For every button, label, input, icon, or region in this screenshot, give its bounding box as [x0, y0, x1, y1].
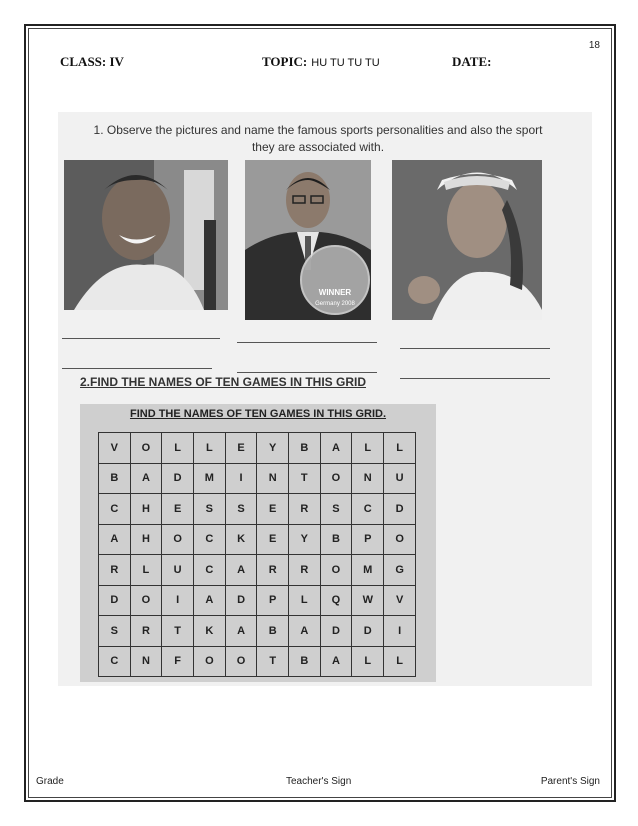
grid-cell: L: [352, 433, 384, 464]
topic-label: TOPIC:: [262, 54, 308, 69]
answer-line-2a: [237, 342, 377, 343]
grid-cell: N: [257, 463, 289, 494]
grid-cell: H: [130, 524, 162, 555]
class-label: CLASS:: [60, 54, 107, 69]
grid-cell: C: [193, 524, 225, 555]
grid-cell: U: [384, 463, 416, 494]
grid-cell: K: [193, 616, 225, 647]
grid-cell: Y: [289, 524, 321, 555]
grid-cell: I: [162, 585, 194, 616]
grid-cell: B: [99, 463, 131, 494]
answer-line-1a: [62, 338, 220, 339]
photo-chess-player: [245, 160, 371, 320]
grid-cell: L: [289, 585, 321, 616]
grid-cell: B: [289, 433, 321, 464]
grid-cell: M: [352, 555, 384, 586]
grid-cell: O: [193, 646, 225, 677]
trophy-caption-location: Germany 2008: [315, 301, 355, 307]
grid-row: [99, 524, 416, 555]
grid-cell: P: [257, 585, 289, 616]
grid-cell: C: [193, 555, 225, 586]
grid-cell: O: [320, 555, 352, 586]
class-value: IV: [109, 54, 124, 69]
trophy-caption-winner: WINNER: [318, 288, 352, 297]
grid-cell: L: [193, 433, 225, 464]
grid-cell: D: [162, 463, 194, 494]
grid-cell: R: [289, 555, 321, 586]
grid-cell: A: [99, 524, 131, 555]
grid-cell: O: [130, 433, 162, 464]
answer-line-1b: [62, 368, 212, 369]
grid-cell: U: [162, 555, 194, 586]
grid-cell: R: [257, 555, 289, 586]
grid-cell: P: [352, 524, 384, 555]
date-heading: DATE:: [452, 54, 492, 69]
page-number: 18: [588, 40, 600, 51]
grid-cell: O: [384, 524, 416, 555]
grid-row: [99, 585, 416, 616]
grid-cell: B: [289, 646, 321, 677]
grid-row: [99, 463, 416, 494]
grid-cell: E: [225, 433, 257, 464]
grid-cell: S: [320, 494, 352, 525]
grid-cell: A: [320, 646, 352, 677]
photo-tennis-player: [392, 160, 542, 320]
answer-line-3b: [400, 378, 550, 379]
grid-cell: C: [99, 646, 131, 677]
grid-cell: C: [352, 494, 384, 525]
grid-row: [99, 494, 416, 525]
grid-row: [99, 616, 416, 647]
grid-cell: D: [99, 585, 131, 616]
grid-row: [99, 646, 416, 677]
word-search-panel: [80, 404, 436, 682]
grid-cell: Q: [320, 585, 352, 616]
grid-cell: N: [130, 646, 162, 677]
grid-cell: E: [257, 494, 289, 525]
question-1: 1. Observe the pictures and name the famous sports personalities and also the sport they are associated with.: [93, 123, 543, 154]
grid-cell: I: [225, 463, 257, 494]
footer-grade: Grade: [36, 776, 64, 787]
answer-line-2b: [237, 372, 377, 373]
topic-value: HU TU TU TU: [311, 57, 380, 69]
grid-row: [99, 555, 416, 586]
answer-line-3a: [400, 348, 550, 349]
grid-cell: N: [352, 463, 384, 494]
grid-cell: G: [384, 555, 416, 586]
class-heading: [60, 54, 124, 70]
grid-cell: D: [384, 494, 416, 525]
grid-cell: A: [225, 616, 257, 647]
grid-cell: O: [225, 646, 257, 677]
word-search-title: FIND THE NAMES OF TEN GAMES IN THIS GRID.: [129, 408, 387, 420]
grid-cell: L: [162, 433, 194, 464]
grid-cell: L: [352, 646, 384, 677]
grid-cell: V: [99, 433, 131, 464]
grid-cell: L: [384, 433, 416, 464]
grid-cell: T: [289, 463, 321, 494]
grid-cell: R: [99, 555, 131, 586]
grid-cell: D: [320, 616, 352, 647]
grid-cell: H: [130, 494, 162, 525]
grid-cell: D: [225, 585, 257, 616]
grid-cell: C: [99, 494, 131, 525]
grid-cell: F: [162, 646, 194, 677]
grid-cell: M: [193, 463, 225, 494]
grid-cell: W: [352, 585, 384, 616]
grid-cell: S: [193, 494, 225, 525]
grid-cell: R: [130, 616, 162, 647]
grid-cell: A: [193, 585, 225, 616]
grid-cell: O: [162, 524, 194, 555]
grid-cell: D: [352, 616, 384, 647]
grid-cell: S: [99, 616, 131, 647]
grid-cell: K: [225, 524, 257, 555]
question-2: 2.FIND THE NAMES OF TEN GAMES IN THIS GRID: [80, 375, 367, 389]
grid-cell: E: [257, 524, 289, 555]
footer-teacher-sign: Teacher's Sign: [286, 776, 352, 787]
grid-cell: A: [225, 555, 257, 586]
grid-cell: A: [320, 433, 352, 464]
grid-cell: A: [289, 616, 321, 647]
word-search-grid: [98, 432, 416, 677]
grid-cell: L: [384, 646, 416, 677]
grid-cell: E: [162, 494, 194, 525]
grid-cell: B: [257, 616, 289, 647]
grid-cell: T: [162, 616, 194, 647]
grid-cell: S: [225, 494, 257, 525]
grid-row: [99, 433, 416, 464]
grid-cell: L: [130, 555, 162, 586]
photo-cricketer-image: [64, 160, 228, 310]
grid-cell: V: [384, 585, 416, 616]
grid-cell: A: [130, 463, 162, 494]
grid-cell: I: [384, 616, 416, 647]
topic-heading: [262, 54, 380, 70]
photo-tennis-player-image: [392, 160, 542, 320]
grid-cell: O: [130, 585, 162, 616]
photo-cricketer: [64, 160, 228, 310]
grid-cell: Y: [257, 433, 289, 464]
grid-cell: B: [320, 524, 352, 555]
grid-cell: O: [320, 463, 352, 494]
footer-parent-sign: Parent's Sign: [540, 776, 600, 787]
grid-cell: T: [257, 646, 289, 677]
grid-cell: R: [289, 494, 321, 525]
